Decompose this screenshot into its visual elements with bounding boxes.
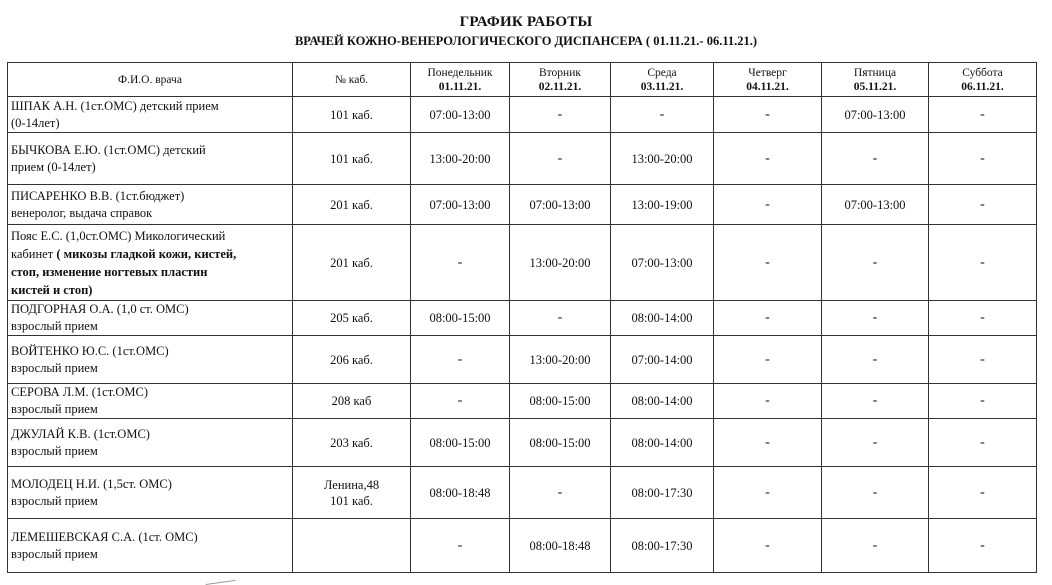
doctor-name: Пояс Е.С. (1,0ст.ОМС) Микологический (11, 228, 226, 243)
schedule-cell: - (929, 301, 1037, 336)
schedule-cell: 07:00-13:00 (822, 185, 929, 225)
doctor-name: ВОЙТЕНКО Ю.С. (1ст.ОМС) (11, 343, 169, 358)
schedule-cell: 13:00-20:00 (510, 225, 611, 301)
day-date: 04.11.21. (746, 80, 789, 93)
schedule-cell: - (822, 384, 929, 419)
doctor-note-bold: стоп, изменение ногтевых пластин (11, 264, 208, 279)
doctor-name-cell (8, 419, 293, 467)
schedule-cell: - (510, 301, 611, 336)
col-header-room: № каб. (293, 63, 411, 97)
doctor-name: ШПАК А.Н. (1ст.ОМС) детский прием (11, 98, 219, 113)
day-date: 03.11.21. (640, 80, 684, 93)
schedule-cell: 08:00-14:00 (611, 419, 714, 467)
schedule-cell: - (714, 336, 822, 384)
doctor-name-cell (8, 384, 293, 419)
room-cell (293, 519, 411, 573)
schedule-cell: - (822, 133, 929, 185)
doctor-note: венеролог, выдача справок (11, 205, 153, 220)
room-cell: 201 каб. (293, 225, 411, 301)
schedule-cell: 07:00-13:00 (411, 185, 510, 225)
schedule-cell: - (510, 133, 611, 185)
doctor-name-cell (8, 519, 293, 573)
schedule-cell: 08:00-18:48 (510, 519, 611, 573)
schedule-cell: - (611, 97, 714, 133)
doctor-note: кабинет (11, 246, 54, 261)
doctor-name-cell (8, 336, 293, 384)
doctor-note: взрослый прием (11, 443, 98, 458)
schedule-cell: 07:00-13:00 (411, 97, 510, 133)
day-name: Суббота (962, 66, 1003, 79)
room-cell: 101 каб. (293, 97, 411, 133)
doctor-name: ДЖУЛАЙ К.В. (1ст.ОМС) (11, 426, 150, 441)
schedule-cell: - (929, 519, 1037, 573)
table-row (8, 301, 1037, 336)
schedule-table (7, 62, 1037, 573)
room-number: 101 каб. (330, 493, 373, 508)
table-row (8, 336, 1037, 384)
page-subtitle: ВРАЧЕЙ КОЖНО-ВЕНЕРОЛОГИЧЕСКОГО ДИСПАНСЕРА ( 01.11.21.- 06.11.21.) (294, 34, 758, 48)
schedule-cell: 08:00-15:00 (411, 419, 510, 467)
schedule-cell: - (714, 133, 822, 185)
schedule-cell: - (929, 97, 1037, 133)
doctor-name: ЛЕМЕШЕВСКАЯ С.А. (1ст. ОМС) (11, 529, 198, 544)
schedule-cell: - (822, 419, 929, 467)
table-row (8, 419, 1037, 467)
schedule-cell: - (929, 419, 1037, 467)
schedule-cell: 13:00-20:00 (411, 133, 510, 185)
doctor-name-cell (8, 301, 293, 336)
doctor-name-cell (8, 97, 293, 133)
schedule-cell: - (929, 384, 1037, 419)
day-name: Пятница (853, 66, 897, 79)
day-name: Четверг (748, 66, 787, 79)
room-cell: 101 каб. (293, 133, 411, 185)
schedule-cell: - (822, 225, 929, 301)
col-header-day (411, 63, 510, 97)
page-title: ГРАФИК РАБОТЫ (459, 14, 593, 30)
doctor-name: СЕРОВА Л.М. (1ст.ОМС) (11, 385, 149, 399)
doctor-name: ПИСАРЕНКО В.В. (1ст.бюджет) (11, 188, 185, 203)
room-cell: 205 каб. (293, 301, 411, 336)
schedule-cell: - (411, 384, 510, 419)
day-date: 06.11.21. (961, 80, 1004, 93)
schedule-cell: 08:00-15:00 (411, 301, 510, 336)
doctor-note: взрослый прием (11, 360, 98, 375)
schedule-cell: - (929, 185, 1037, 225)
schedule-cell: 08:00-14:00 (611, 384, 714, 419)
pen-scratch-mark (205, 572, 236, 585)
schedule-cell: - (510, 97, 611, 133)
schedule-cell: - (929, 336, 1037, 384)
table-row (8, 384, 1037, 419)
col-header-day (510, 63, 611, 97)
schedule-cell: - (714, 97, 822, 133)
schedule-cell: - (714, 301, 822, 336)
doctor-note: взрослый прием (11, 546, 98, 561)
day-name: Вторник (539, 66, 581, 79)
room-cell: 201 каб. (293, 185, 411, 225)
schedule-cell: - (822, 301, 929, 336)
header-row (8, 63, 1037, 97)
doctor-name-cell (8, 185, 293, 225)
schedule-cell: - (714, 225, 822, 301)
doctor-note: прием (0-14лет) (11, 159, 96, 174)
table-row (8, 97, 1037, 133)
day-date: 01.11.21. (438, 80, 482, 93)
doctor-name: ПОДГОРНАЯ О.А. (1,0 ст. ОМС) (11, 302, 189, 316)
schedule-cell: 07:00-13:00 (611, 225, 714, 301)
table-row (8, 185, 1037, 225)
doctor-note-bold: кистей и стоп) (11, 282, 93, 297)
doctor-note-bold: ( микозы гладкой кожи, кистей, (53, 246, 237, 261)
schedule-cell: - (714, 384, 822, 419)
room-address: Ленина,48 (323, 477, 380, 492)
col-header-name: Ф.И.О. врача (8, 63, 293, 97)
schedule-cell: - (822, 336, 929, 384)
schedule-cell: - (714, 419, 822, 467)
table-row (8, 225, 1037, 301)
schedule-cell: 08:00-18:48 (411, 467, 510, 519)
schedule-cell: - (822, 519, 929, 573)
col-header-day (611, 63, 714, 97)
day-date: 05.11.21. (853, 80, 897, 93)
schedule-cell: - (411, 519, 510, 573)
doctor-note: взрослый прием (11, 319, 98, 333)
doctor-name: МОЛОДЕЦ Н.И. (1,5ст. ОМС) (11, 476, 172, 491)
schedule-cell: 13:00-19:00 (611, 185, 714, 225)
doctor-note: взрослый прием (11, 493, 98, 508)
schedule-cell: 08:00-15:00 (510, 419, 611, 467)
col-header-day (929, 63, 1037, 97)
room-cell: 208 каб (293, 384, 411, 419)
schedule-cell: 13:00-20:00 (611, 133, 714, 185)
schedule-cell: 08:00-17:30 (611, 467, 714, 519)
schedule-cell: - (929, 133, 1037, 185)
doctor-name: БЫЧКОВА Е.Ю. (1ст.ОМС) детский (11, 142, 206, 157)
room-cell: 203 каб. (293, 419, 411, 467)
doctor-name-cell (8, 467, 293, 519)
room-cell (293, 467, 411, 519)
schedule-cell: - (411, 336, 510, 384)
schedule-cell: 08:00-15:00 (510, 384, 611, 419)
doctor-note: взрослый прием (11, 402, 98, 416)
day-date: 02.11.21. (538, 80, 582, 93)
schedule-cell: 13:00-20:00 (510, 336, 611, 384)
day-name: Понедельник (427, 66, 493, 79)
col-header-day (822, 63, 929, 97)
doctor-note: (0-14лет) (11, 115, 60, 130)
schedule-cell: 07:00-13:00 (822, 97, 929, 133)
schedule-cell: - (714, 467, 822, 519)
schedule-cell: - (929, 467, 1037, 519)
schedule-cell: 08:00-17:30 (611, 519, 714, 573)
schedule-cell: - (929, 225, 1037, 301)
room-cell: 206 каб. (293, 336, 411, 384)
table-row (8, 133, 1037, 185)
table-row (8, 467, 1037, 519)
schedule-cell: - (411, 225, 510, 301)
day-name: Среда (647, 66, 677, 79)
schedule-cell: 08:00-14:00 (611, 301, 714, 336)
schedule-cell: 07:00-13:00 (510, 185, 611, 225)
schedule-cell: - (510, 467, 611, 519)
schedule-cell: - (714, 519, 822, 573)
col-header-day (714, 63, 822, 97)
table-row (8, 519, 1037, 573)
doctor-name-cell (8, 225, 293, 301)
schedule-cell: 07:00-14:00 (611, 336, 714, 384)
schedule-cell: - (822, 467, 929, 519)
doctor-name-cell (8, 133, 293, 185)
schedule-cell: - (714, 185, 822, 225)
